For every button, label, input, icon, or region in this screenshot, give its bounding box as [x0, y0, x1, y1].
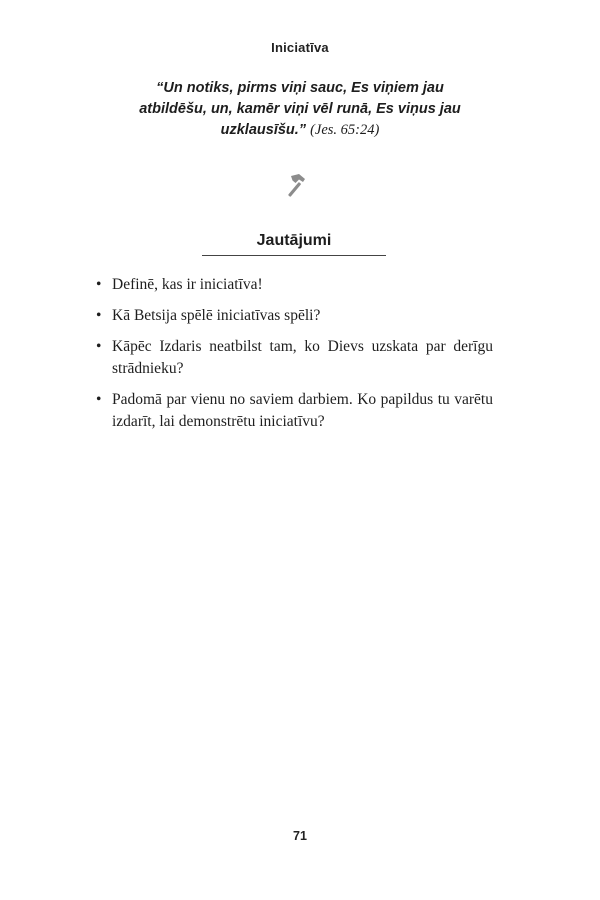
question-text: Padomā par vienu no saviem darbiem. Ko papildus tu varētu izdarīt, lai demonstrētu iniciatīvu?	[112, 391, 493, 430]
running-head: Iniciatīva	[271, 40, 329, 55]
list-item	[96, 336, 493, 380]
bullet: •	[96, 276, 102, 293]
quote-text: “Un notiks, pirms viņi sauc, Es viņiem jau atbildēšu, un, kamēr viņi vēl runā, Es viņus jau uzklausīšu.”	[139, 80, 461, 138]
bullet: •	[96, 338, 102, 355]
scripture-quote	[130, 78, 470, 141]
question-text: Kā Betsija spēlē iniciatīvas spēli?	[112, 307, 321, 324]
list-item	[96, 274, 493, 296]
question-text: Definē, kas ir iniciatīva!	[112, 276, 263, 293]
bullet: •	[96, 307, 102, 324]
hammer-icon-graphic	[280, 170, 310, 200]
question-text: Kāpēc Izdaris neatbilst tam, ko Dievs uzskata par derīgu strādnieku?	[112, 338, 493, 377]
quote-reference: (Jes. 65:24)	[310, 122, 380, 138]
hammer-icon	[280, 170, 310, 200]
bullet: •	[96, 391, 102, 408]
list-item	[96, 305, 493, 327]
page-number: 71	[293, 829, 307, 843]
list-item	[96, 389, 493, 433]
question-list	[96, 274, 493, 442]
section-title: Jautājumi	[202, 230, 386, 256]
